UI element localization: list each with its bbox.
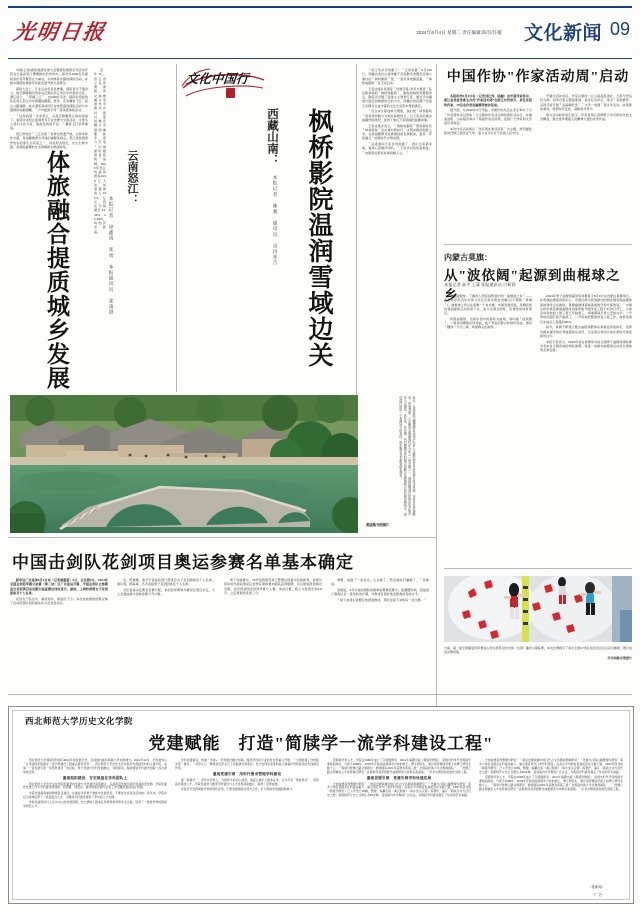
paragraph: 方向成果资料整理与研究＂＂国家治理视阈中的汉代合文名简牍形制研究＂＂先秦与汉简古籍整理与研究＂等多个项目获国家社科基金重大、重点项目和分门类学科项目。在高水平刊物发表高质量论文数十篇，1997年创刊的《简牍学研究》已公开发行18辑，整理、编纂出版《秦汉简牍》《肩水金关汉简》等著作，编写《简牍文书与近代史之经》等简牍学与出土文明丛书50余种，受到海内外学界的广泛关注，为简牍学科建设奠定了坚实的学术基础。 — [479, 758, 623, 774]
paragraph: 吴就说，3月中旬的国际剑联单站赛事连赛中，他遭遇伤病，因备战已黎奥运会一直积的治疗期，外教将有更好地发挥我的竞技水平。 — [331, 588, 429, 597]
campaign-logo — [180, 62, 268, 104]
advertorial-subhead-1: 重视组织建设 夯实根基在学科团队上 — [62, 775, 128, 780]
paragraph: 学科创建重任，构建＂党建+＂学科建设融合机制。围绕学科和专业的党支部重点开展，＂全国党建工作样板支部＂建设、＂双带头人＂教师党支部书记工作室建设等项目，充分发挥党支部的战斗堡垒作用和党员的先锋模范作用。 — [175, 758, 319, 770]
yunnan-kicker: 云南怒江： — [126, 150, 138, 205]
hockey-byline: 本报记者 高平 王潇 本报通讯员 白莉莉 — [444, 282, 516, 287]
advertorial-institution: 西北师范大学历史文化学院 — [25, 716, 134, 726]
paragraph: 本报记者表示，2024年将在莫旗举办的全国男子曲棍球锦标赛共有来自全国各地的球队参赛，将进一步推动曲棍球运动在全国的普及和发展。 — [540, 339, 632, 352]
advertorial-col4 — [479, 759, 623, 891]
advertorial-subhead-3: 重视思想引领 党建引领学科快速发展 — [366, 775, 432, 780]
tibet-headline: 枫桥影院温润雪域边关 — [305, 108, 332, 368]
paragraph: 王家边境乡表示，＂枫桥电影院＂既是新时代＂枫桥经验＂在边境村新时代＂文明实践的创新之举，也是凝聚群众民族团结的有效载体，更是＂军民融合＂的新时代文明实践。 — [362, 123, 432, 141]
paragraph: 本次作家活动周以＂作家朋友欢迎回家＂为主题，热烈描绘新时代浙江现实定气象、着力书写生生不息的人民史诗。 — [444, 126, 532, 135]
yunnan-body-col2 — [94, 68, 106, 388]
paragraph: 探险大会上，专业运动员各显神通，探险者当不遗余力。数百辆摩旅自驾车队近期从怒江州泸水市集结出发，溯江而上，＂穿越三江＂，由200位学者、探险家组成的队伍深入怒江河中游腹地踏勘，此外，还有翼装飞行、高山公路速降、桂式漂流等如同专业性极高的探险活动与中国探险电影圈瞩、＂户外摇滚专场＂等深度体验活动。 — [10, 86, 88, 112]
section-rule — [8, 694, 632, 695]
paragraph: 传统曲棍球，达斡尔语中的称呼为曲球，球叫做＂波依阔＂，一般选用柳根自然弯曲、枝干笔直的蒙古柞制作而成，球有＂糖球＂分为三种，均须物毛皮制作。 — [444, 316, 532, 330]
paragraph: 中国(云南)探险旅游发展大会暨探险旅游系列活动开资在云南省怒江傈僳族自治州举办。国内外1000名名探险爱好者齐聚怒江大峡谷，共同体验丰富的探险活动，并就中国探险旅游可持续发展开展交流研讨。 — [10, 68, 88, 85]
paragraph: 开幕式启动来后，作家们参加一江山高高促进社、大陈与登岛纪念碑、将军台里主题馆等地、追寻红色印记，举办＂家国情怀、其同还将开展＂名编辑代表＂＂文学一堂课＂等文学活动，收集新的素材，感悟时代变化，深耕创作养分。 — [540, 94, 632, 111]
fencing-body-col3 — [224, 578, 322, 688]
paragraph: 西北师范大学简牍学科拥有90余年的发展历史。目前国内拥有简牍大学术影响力。2022年12月，学科被列入＂甘肃省国家级国家一流学科建设工程重点建设学科＂。西北师范大学历史文化学院作为简牍学科的主建学院，肩承＂一流发展引领一流学科建设＂的目标，致力党建与学科发展融合，双轮驱动，赋能简牍学科建设创新一流水准加快迈进。 — [23, 758, 167, 774]
paragraph: 学院党委坚持以人民为中心的发展思想，把立德树人根本任务贯穿教育教学全过程，培养了一批批优秀的简牍学研究人才。 — [23, 800, 167, 809]
yunnan-byline: 本报记者 徐鑫雨 张勇 本报通讯员 张凌澄 — [109, 196, 114, 316]
page-number: 09 — [609, 19, 630, 39]
paragraph: 怒江州地处＂三江并流＂世界自然遗产地，生物多样性丰富，是南藏旅游大环线的重要连接点。怒江是我国保护较好的原生态河流之一，河流形态稳定，水生生物丰富，是我国重要的生态屏障和水源涵养地。 — [10, 132, 88, 149]
fencing-headline: 中国击剑队花剑项目奥运参赛名单基本确定 — [12, 553, 354, 572]
advertorial-title: 党建赋能 打造"简牍学一流学科建设工程" — [148, 734, 494, 753]
paragraph: 名，陈情维，黄平平直接获得已经离会女子花剑团体及个人名单。黄铃缘，陈海威，齐齐直接男子花剑团体及个人名单。 — [117, 578, 215, 587]
paragraph: ＂接下来我们需要总结经验教训，用好在接下来的每一次比赛。＂ — [337, 598, 427, 602]
yunnan-headline: 体旅融合提质城乡发展 — [44, 150, 69, 390]
zuoxie-byline: 本报杭州6月3日电（记者刘江伟、陆健）由中国作家协会、浙江省委宣传部主办的"作家活动周"在浙江台州举办，单位发起的作家，15位名作者赴编辑带参加活动。 — [444, 94, 532, 107]
seal-icon — [226, 88, 235, 98]
zuoxie-headline: 中国作协"作家活动周"启动 — [446, 70, 630, 85]
paragraph: 学院党委高度重视教师队伍建设，注重在学科骨干教师中发展党员，不断优化党员队伍结构。近年来，学院先后引进和培养了一批高层次人才，为简牍学科建设提供了坚实的人才支撑。 — [23, 790, 167, 799]
bridge-photo-image — [10, 395, 358, 533]
hockey-headline: 从"波依阔"起源到曲棍球之乡 — [444, 268, 621, 303]
section-rule — [444, 568, 632, 569]
masthead — [8, 0, 632, 59]
paragraph: ＂这是我第一次来怒江，从高空俯瞰怒江真的美丽了。希望未来怒江能够更多专业比赛与交流活动，令更多人感识文化交流、提高自我的平台。＂翼装飞行员陈顺说。 — [10, 113, 88, 131]
newspaper-logo: 光明日报 — [11, 20, 108, 44]
section-rule — [444, 244, 632, 245]
section-rule — [8, 537, 436, 538]
paragraph: 新华社广东连溪6月3日电（记者黄重富）3日，正在期3日、2024年全国击剑冠军赛分站赛（第二站）区广东连运开赛，中国击剑队已参赛运合花剑项目名定跟归选拔赛也同时进行。最终，上海秒获得女子花剑团体及个人名单。 — [10, 578, 108, 595]
caption-text: 日前，第二届全国攀岩冠军赛在山西太原举行的中国（全国）攀岩小锦标赛，本次比赛吸引了来自全国17支队伍的近百名运动员参赛，图片成选决赛场地。 — [444, 646, 632, 655]
paragraph: 量简牍学科人才，学院在1990年成立了汉简数研究，2011年编撰出版《简牍学教程》，是国内科早开设简牍学课程的高校，分别于1998年、2005年开始招收简牍学方向的硕士、博士研究生，累计培养简牍学硕士和博士研究生数十人，＂简牍与丝绸之路文明研究＂教师团队2021年获教育部第三批＂全国高校黄大年式教师团队＂，＂丝绸之路文明被包人才培养模式研究＂获教育部省部级教学成果研究与改革实验基地。＂中华文明创造性转化创新工程。 — [479, 775, 623, 791]
paragraph: 无论直接决定赛会名额分配，本站冠军赛举办赛况比项目末定，个人全面成绩与团体竞赛分开计算。 — [117, 588, 215, 597]
masthead-top-rule — [8, 6, 632, 8]
paragraph: 说起曲棍球，了解的人很容易想到中国＂曲棍球之乡＂——内蒙古呼伦贝尔市莫力达瓦达斡尔族自治旗(以下简称＂莫旗＂)。曲棍球之所以在莫旗一个自治旗、中国发展旺盛，是旗县如何将曲棍球运动传承下去，成为全国全国性、民族性的体育项目。 — [444, 294, 532, 315]
climbing-photo — [444, 576, 632, 642]
advertorial-box — [8, 706, 634, 904]
paragraph: 2024年男子曲棍球超冠军杯赛将于6月8日在内蒙古莫旗举行。在莫旗曲棍球训练中心、中国达斡尔民族园内的两处国家级曲棍球基地建设正在推进。莫旗曲棍球基地基地建设和升级改造，＂中国达斡尔族民族园曲棍球训练场地升级改造工程于4月5日开工，主体会动场地的土建工程已开始施工，场地期间打样已安装完毕。一号场地范围打桩开始施工、二号场地的整体改造工程工作，体育馆项目完成总工程量的90%。 — [540, 294, 632, 324]
column-rule — [436, 64, 437, 734]
section-title: 文化新闻 — [523, 23, 602, 44]
advertorial-footer-note: （喜新闻） — [588, 885, 605, 889]
bridge-photo-caption: 近日，云南省怒江傈僳族自治州泸水市上江镇付坝村乡村民居与村庄风貌，该村村容村貌整洁，风景秀丽。上江镇是全国重建村庄分布之一的乡镇之一，现保留明清古民居200多栋及多个古建筑，近年来，该乡镇、该村镇通过乡村振兴战略与民族团结示范村建设相结合，将村落打造成一个充满活力的景区，每年吸引众多游客前来观光。 — [398, 396, 416, 516]
paragraph: ＂凉爽到咱王家乡放电影了，我们全家都来看，看得心里暖洋洋的。＂王家乡村民热爱地说，＂电影里的那些故事真暖人心。＂ — [362, 142, 432, 155]
campaign-logo-text: 文化中国行 — [185, 72, 250, 86]
column-rule — [176, 64, 177, 392]
advertorial-col3 — [327, 759, 471, 891]
tibet-byline: 本报记者 佛强 通讯员 尕玛多吉 — [273, 175, 278, 266]
paragraph: ＂连日来片影放映专题展，我们把＂枫桥影院＂的常规放映与当地实际相结合，以王家乡的桑杰前藏传统典型，讲述了他们万家团圆的温暖故事。 — [362, 109, 432, 122]
paragraph: 近年来，怒江州立足资源禀赋，把文体旅融合发展作为推动乡村振兴、促进城乡融合发展的重要抓手，着力打造＂中国探险旅游目的地＂品牌。2023年怒江州接待游客1239万人次，实现旅游收入136.9亿元，同比分别增长13.42%、22.45%，均创历史新高。 — [94, 68, 106, 234]
advertorial-subhead-2: 重视党建引领 用时代要求管理学科建设 — [212, 771, 282, 776]
fencing-body-col4 — [331, 578, 429, 688]
climbing-photo-caption — [444, 646, 632, 660]
tibet-body — [362, 68, 432, 386]
climbing-photo-image — [444, 576, 632, 642]
paragraph: ＂咱王家乡有电影了！＂正是电影＂6月100日，西藏自治区山南市隆子县各群众欢聚在边境小康村的＂枫桥影院＂里，一起共享电影盛宴，＂枫桥电影院＂在王家启动。 — [362, 68, 432, 85]
paragraph: 男子选拔赛中，15岁的管琨然是已警赛运现最出色的新秀，首席与替补的出战权利是运会男花团体赛并随队获得银牌，有总最和经验相对有限，需学得会国击剑冠军赛个人赛，本站比赛，两人交替领先至8-8平，之后管琨然连得三分。 — [224, 578, 322, 595]
zuoxie-body-col1 — [444, 94, 532, 238]
caption-credit: 尹其奇摄/光明图片 — [607, 655, 632, 660]
advertorial-col1 — [23, 759, 167, 891]
tibet-kicker: 西藏山南： — [266, 108, 278, 166]
bridge-photo-credit: 黄喆摄/光明图片 — [366, 523, 390, 527]
paragraph: 调整，找到了一条状态，心态稳了，然后就能打赢啊了，＂吴就说。 — [331, 578, 429, 587]
paragraph: 学院充分发挥简牍学科的特色优势，不断加强国际交流与合作，扩大简牍学的国际影响力。 — [181, 786, 295, 791]
dateline: 2024年6月4日 星期二 责任编辑:陈雪/汪媛 — [416, 30, 502, 35]
bridge-photo — [10, 395, 358, 533]
paragraph: 花剑女子队伍中，除老将外，新面孔不少。本次选拔赛的结果反映了运动员现阶段的真实实力及竞技状态。 — [10, 596, 108, 605]
paragraph: 量简牍学科人才，学院在1990年成立了汉简数研究，2011年编撰出版《简牍学教程》，是国内科早开设简牍学课程的高校，分别于1998年、2005年开始招收简牍学方向的硕士、博士研究生，累计培养简牍学硕士和博士研究生数十人，＂简牍与丝绸之路文明研究＂教师团队2021年获教育部第三批＂全国高校黄大年式教师团队＂，＂丝绸之路文明被包人才培养模式研究＂获教育部省部级教学成果研究与改革实验基地。＂中华文明创造性转化创新工程。 — [327, 758, 471, 774]
advertorial-col2 — [175, 759, 319, 891]
paragraph: 方向成果资料整理与研究＂＂国家治理视阈中的汉代合文名简牍形制研究＂＂先秦与汉简古籍整理与研究＂等多个项目获国家社科基金重大、重点项目和分门类学科项目。在高水平刊物发表高质量论文数十篇，1997年创刊的《简牍学研究》已公开发行18辑，整理、编纂出版《秦汉简牍》《肩水金关汉简》等著作，编写《简牍文书与近代史之经》等简牍学与出土文明丛书50余种，受到海内外学界的广泛关注，为简牍学科建设奠定了坚实的学术基础。 — [327, 781, 471, 798]
hockey-body-col2 — [540, 294, 632, 556]
zuoxie-body-col2 — [540, 94, 632, 238]
hockey-kicker: 内蒙古莫旗： — [444, 253, 492, 262]
hockey-body-col1 — [444, 294, 532, 556]
paragraph: 王家边境乡是国家＂党建引领+党员志愿者＂队伍相承接的＂枫桥电影院＂，影院放映的免费服务点，影院还设置了爱国主义教育专区，通过手动播放与固定放映相结合的方式，西藏自治区隆子县加玉乡群众日益丰富的文化生活需求得到满足。 — [362, 86, 432, 108]
paragraph: 据介绍，从2018年3月开始，中国作协先后在北京举办了以＂作家朋友来过回家＂为主题的作家活动周和创作活动日，在湖南益阳、山东临沂举办了两届作家活动周，受到广大作家和文学爱好者欢迎。 — [444, 108, 532, 125]
paragraph: 西北师范大学历史文化学院党委坚持党建与学科建设深度融合，以高质量党建引领学科高质量发展。学院党委把党建工作与学科建设同谋划、同部署、同落实，推动形成党建与业务工作双融双促的良好局面。 — [23, 781, 167, 790]
paragraph: 参与活动的作家们表示，作家将用心用情用力书写新时代的文学精品，推出更多增强人民精神力量的优秀作品。 — [540, 112, 632, 121]
fencing-body-col2 — [117, 578, 215, 688]
fencing-body-col1 — [10, 578, 108, 688]
paragraph: 如今，莫旗不断建立健全曲棍球群体系和基层训练体系，培养出越来越多的优秀曲棍球运动员，让这项古老的运动在新时代焕发新的活力。 — [540, 325, 632, 338]
advertorial-ad-mark: ·广 告· — [593, 893, 603, 897]
paragraph: 建＂新模式＂，坚守办学育人，为国育才的初心使命。基层立建牢人根本任务，全力打造＂德智思齐＂，培养高性素质人才，学院党委努力推进学科建设与人才培养深度融合，取得了显著成效。 — [175, 777, 319, 786]
